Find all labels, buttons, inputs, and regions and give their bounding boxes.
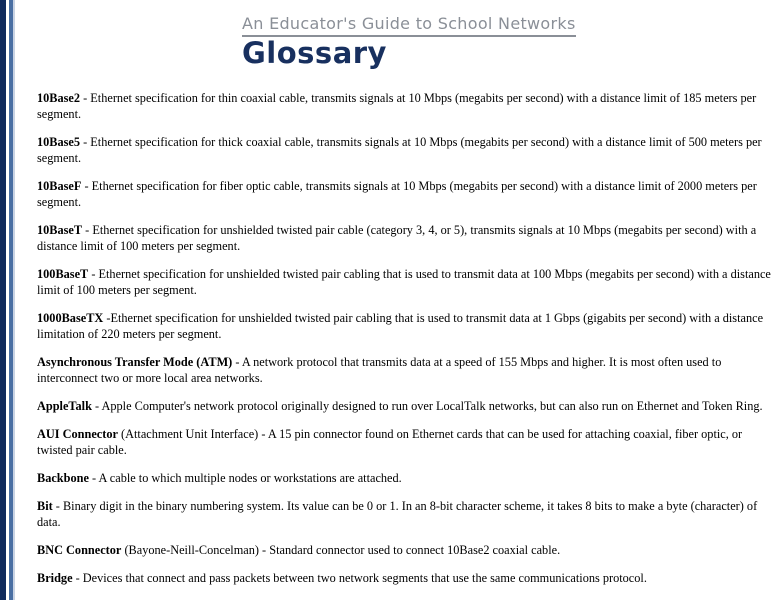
glossary-entry: [37, 134, 772, 166]
glossary-definition: - Ethernet specification for thick coaxial cable, transmits signals at 10 Mbps (megabits per second) with a distance limit of 500 meters per segment.: [37, 135, 762, 165]
glossary-entry: [37, 542, 772, 558]
glossary-entry: [37, 178, 772, 210]
left-decorative-bar: [0, 0, 20, 600]
glossary-entry: [37, 90, 772, 122]
glossary-term: BNC Connector: [37, 543, 122, 557]
glossary-entry: [37, 310, 772, 342]
glossary-entry: [37, 498, 772, 530]
glossary-definition: - Apple Computer's network protocol originally designed to run over LocalTalk networks, but can also run on Ethernet and Token Ring.: [91, 399, 763, 413]
glossary-definition: - Devices that connect and pass packets between two network segments that use the same communications protocol.: [72, 571, 647, 585]
glossary-definition: - Binary digit in the binary numbering system. Its value can be 0 or 1. In an 8-bit character scheme, it takes 8 bits to make a byte (character) of data.: [37, 499, 758, 529]
glossary-term: AUI Connector: [37, 427, 118, 441]
glossary-list: [37, 90, 772, 598]
glossary-term: 10BaseT: [37, 223, 83, 237]
glossary-entry: [37, 470, 772, 486]
page-header: [242, 14, 582, 69]
glossary-entry: [37, 426, 772, 458]
left-bar-stripe-light: [13, 0, 15, 600]
glossary-definition: - A network protocol that transmits data at a speed of 155 Mbps and higher. It is most often used to interconnect two or more local area networks.: [37, 355, 722, 385]
glossary-definition: (Attachment Unit Interface) - A 15 pin connector found on Ethernet cards that can be used for attaching coaxial, fiber optic, or twisted pair cable.: [37, 427, 743, 457]
glossary-entry: [37, 222, 772, 254]
glossary-term: AppleTalk: [37, 399, 92, 413]
glossary-entry: [37, 398, 772, 414]
glossary-entry: [37, 570, 772, 586]
glossary-definition: (Bayone-Neill-Concelman) - Standard connector used to connect 10Base2 coaxial cable.: [121, 543, 561, 557]
glossary-term: Backbone: [37, 471, 89, 485]
glossary-definition: - Ethernet specification for unshielded twisted pair cable (category 3, 4, or 5), transmits signals at 10 Mbps (megabits per second) with a distance limit of 100 meters per segment.: [37, 223, 757, 253]
glossary-term: 10BaseF: [37, 179, 82, 193]
glossary-definition: - Ethernet specification for fiber optic cable, transmits signals at 10 Mbps (megabits per second) with a distance limit of 2000 meters per segment.: [37, 179, 757, 209]
glossary-term: 1000BaseTX: [37, 311, 104, 325]
glossary-term: Bit: [37, 499, 53, 513]
glossary-entry: [37, 354, 772, 386]
glossary-term: 100BaseT: [37, 267, 89, 281]
glossary-definition: -Ethernet specification for unshielded twisted pair cabling that is used to transmit data at 1 Gbps (gigabits per second) with a distance limitation of 220 meters per segment.: [37, 311, 764, 341]
glossary-term: 10Base5: [37, 135, 81, 149]
glossary-definition: - Ethernet specification for thin coaxial cable, transmits signals at 10 Mbps (megabits per second) with a distance limit of 185 meters per segment.: [37, 91, 757, 121]
glossary-entry: [37, 266, 772, 298]
glossary-term: Bridge: [37, 571, 73, 585]
glossary-definition: - A cable to which multiple nodes or workstations are attached.: [88, 471, 402, 485]
glossary-term: 10Base2: [37, 91, 81, 105]
site-subtitle[interactable]: An Educator's Guide to School Networks: [242, 14, 576, 37]
glossary-definition: - Ethernet specification for unshielded twisted pair cabling that is used to transmit data at 100 Mbps (megabits per second) with a distance limit of 100 meters per segment.: [37, 267, 771, 297]
glossary-term: Asynchronous Transfer Mode (ATM): [37, 355, 233, 369]
page-title: Glossary: [242, 36, 387, 70]
